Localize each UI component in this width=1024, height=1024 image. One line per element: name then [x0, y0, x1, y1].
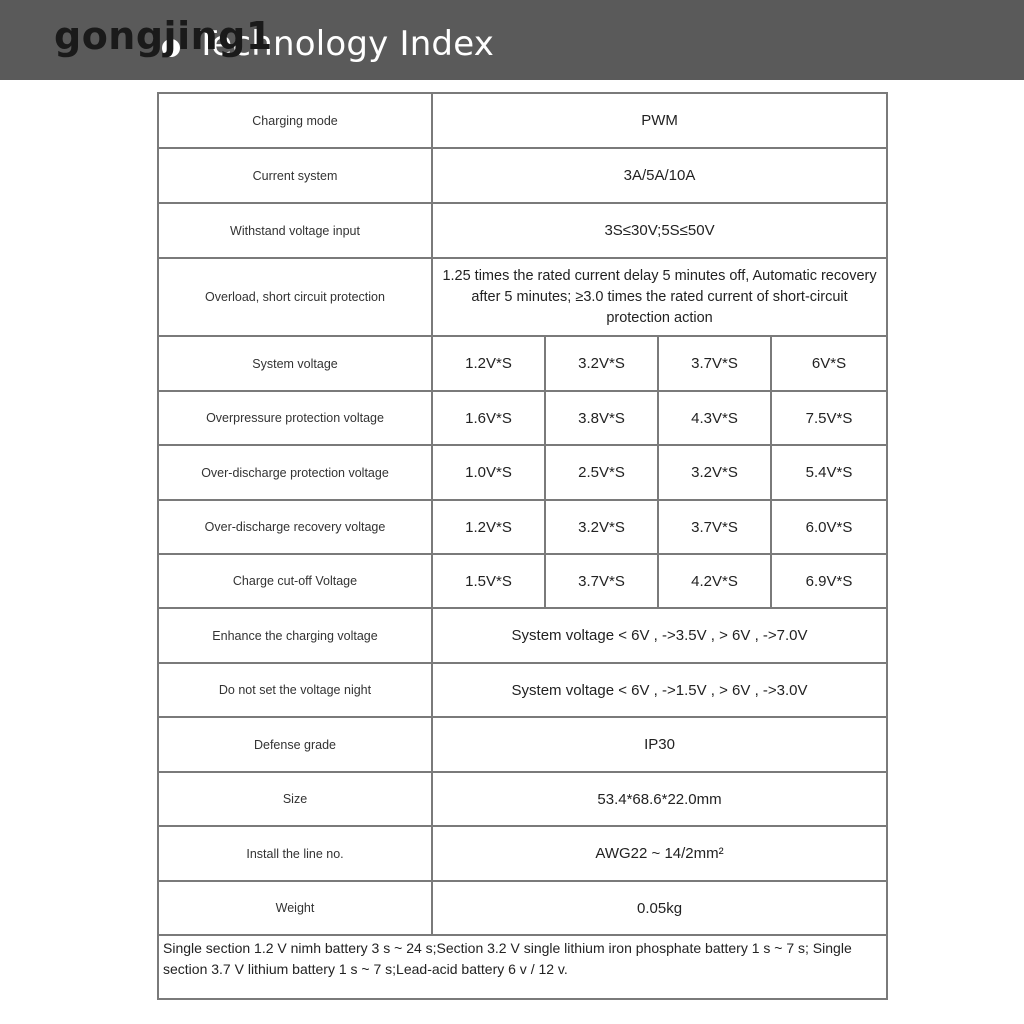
- row-label: Defense grade: [158, 717, 432, 772]
- cell-value: 7.5V*S: [771, 391, 887, 445]
- row-label: System voltage: [158, 336, 432, 391]
- cell-value: 6.9V*S: [771, 554, 887, 608]
- cell-value: 1.5V*S: [432, 554, 545, 608]
- row-value: PWM: [432, 93, 887, 148]
- table-row: [158, 258, 887, 336]
- table-row: [158, 663, 887, 717]
- cell-value: 4.2V*S: [658, 554, 771, 608]
- cell-value: 1.0V*S: [432, 445, 545, 500]
- row-label: Current system: [158, 148, 432, 203]
- row-label: Do not set the voltage night: [158, 663, 432, 717]
- cell-value: 3.7V*S: [658, 336, 771, 391]
- table-row: [158, 826, 887, 881]
- table-row: [158, 500, 887, 554]
- cell-value: 5.4V*S: [771, 445, 887, 500]
- table-row: [158, 608, 887, 663]
- table-row: [158, 148, 887, 203]
- row-value: System voltage < 6V , ->1.5V , > 6V , ->3.0V: [432, 663, 887, 717]
- row-value: 53.4*68.6*22.0mm: [432, 772, 887, 826]
- row-label: Overload, short circuit protection: [158, 258, 432, 336]
- cell-value: 6V*S: [771, 336, 887, 391]
- table-row: [158, 203, 887, 258]
- cell-value: 3.2V*S: [545, 500, 658, 554]
- row-label: Install the line no.: [158, 826, 432, 881]
- table-row: [158, 717, 887, 772]
- row-label: Weight: [158, 881, 432, 935]
- footnote: Single section 1.2 V nimh battery 3 s ~ 24 s;Section 3.2 V single lithium iron phosphate battery 1 s ~ 7 s; Single section 3.7 V lithium battery 1 s ~ 7 s;Lead-acid battery 6 v / 12 v.: [158, 935, 887, 999]
- row-value: 3S≤30V;5S≤50V: [432, 203, 887, 258]
- table-row: [158, 93, 887, 148]
- table-row: [158, 391, 887, 445]
- cell-value: 3.7V*S: [658, 500, 771, 554]
- cell-value: 4.3V*S: [658, 391, 771, 445]
- row-label: Withstand voltage input: [158, 203, 432, 258]
- cell-value: 1.2V*S: [432, 500, 545, 554]
- cell-value: 1.2V*S: [432, 336, 545, 391]
- table-row: [158, 935, 887, 999]
- cell-value: 3.2V*S: [545, 336, 658, 391]
- row-label: Over-discharge recovery voltage: [158, 500, 432, 554]
- row-label: Size: [158, 772, 432, 826]
- row-value: 3A/5A/10A: [432, 148, 887, 203]
- row-value: 0.05kg: [432, 881, 887, 935]
- row-label: Enhance the charging voltage: [158, 608, 432, 663]
- row-label: Charge cut-off Voltage: [158, 554, 432, 608]
- cell-value: 3.7V*S: [545, 554, 658, 608]
- spec-table: [157, 92, 888, 1000]
- cell-value: 1.6V*S: [432, 391, 545, 445]
- table-row: [158, 336, 887, 391]
- table-row: [158, 445, 887, 500]
- cell-value: 6.0V*S: [771, 500, 887, 554]
- table-row: [158, 554, 887, 608]
- table-row: [158, 772, 887, 826]
- row-label: Overpressure protection voltage: [158, 391, 432, 445]
- table-row: [158, 881, 887, 935]
- row-value: IP30: [432, 717, 887, 772]
- row-value: System voltage < 6V , ->3.5V , > 6V , ->7.0V: [432, 608, 887, 663]
- row-label: Charging mode: [158, 93, 432, 148]
- row-value: AWG22 ~ 14/2mm²: [432, 826, 887, 881]
- page-title: Technology Index: [196, 24, 495, 64]
- row-value: 1.25 times the rated current delay 5 minutes off, Automatic recovery after 5 minutes; ≥3.0 times the rated current of short-circuit protection action: [432, 258, 887, 336]
- watermark: gongjing1: [54, 14, 273, 58]
- cell-value: 3.8V*S: [545, 391, 658, 445]
- cell-value: 3.2V*S: [658, 445, 771, 500]
- cell-value: 2.5V*S: [545, 445, 658, 500]
- row-label: Over-discharge protection voltage: [158, 445, 432, 500]
